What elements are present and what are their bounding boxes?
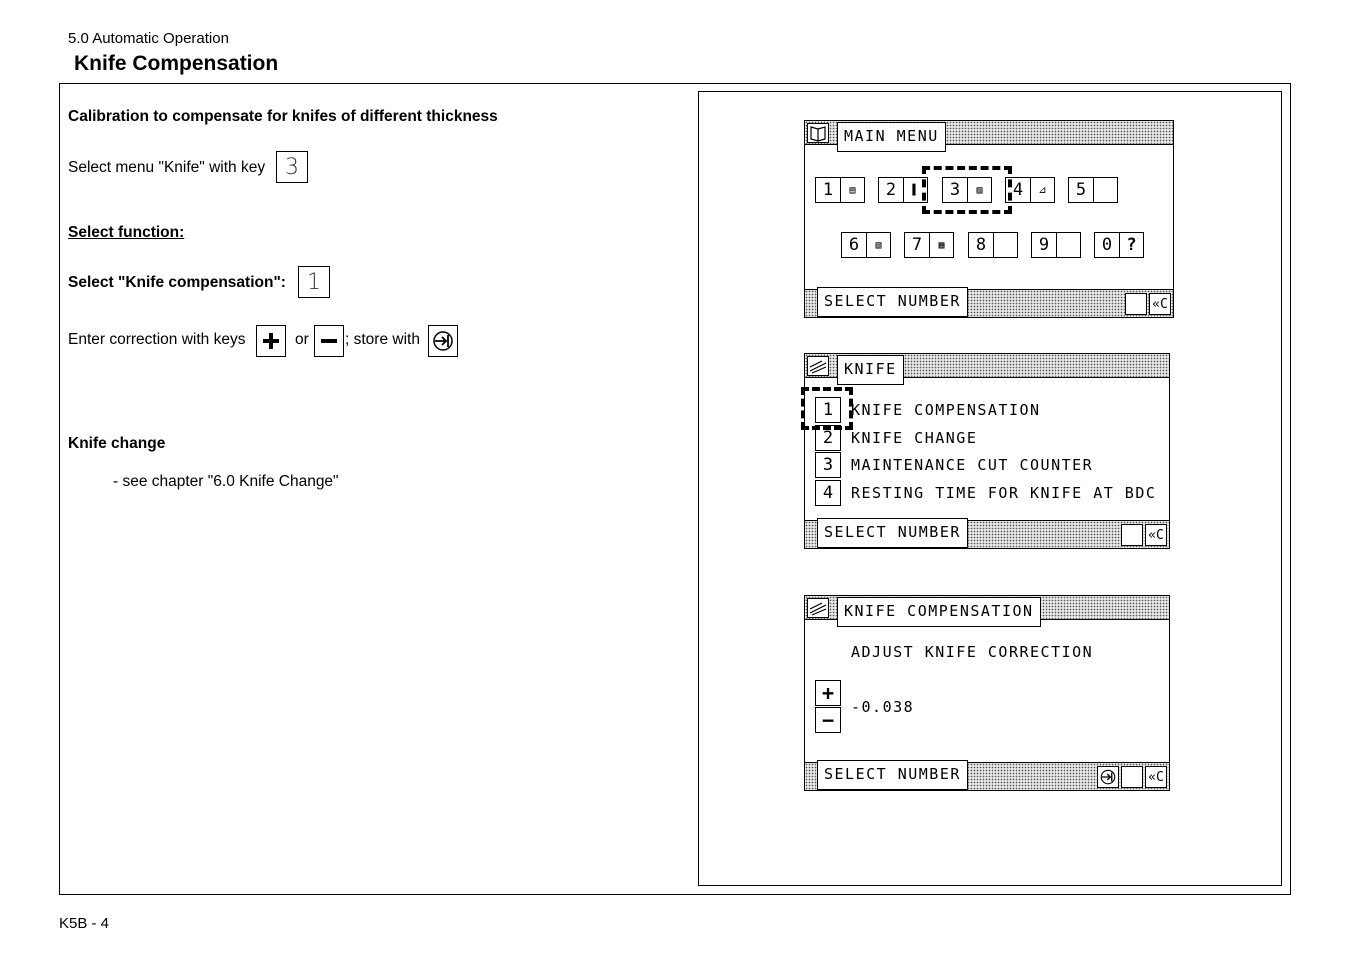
keypad-icon[interactable] <box>1121 766 1143 788</box>
main-menu-title: MAIN MENU <box>837 122 946 152</box>
tool-icon: ⊿ <box>1031 177 1055 203</box>
knife-title: KNIFE <box>837 355 904 385</box>
blank-icon <box>1057 232 1081 258</box>
clear-key[interactable]: «C <box>1145 524 1167 546</box>
main-menu-footer: SELECT NUMBER <box>817 287 968 317</box>
knife-key-1[interactable]: 1 <box>815 397 841 423</box>
clear-key[interactable]: «C <box>1145 766 1167 788</box>
paper-stack-icon: ▧ <box>867 232 891 258</box>
main-key-1[interactable]: 1 <box>815 177 841 203</box>
main-key-7[interactable]: 7 <box>904 232 930 258</box>
knife-change-note: - see chapter "6.0 Knife Change" <box>113 473 339 490</box>
sort-icon: ▤ <box>841 177 865 203</box>
knife-icon: ▨ <box>968 177 992 203</box>
main-key-0[interactable]: 0 <box>1094 232 1120 258</box>
keypad-icon[interactable] <box>1121 524 1143 546</box>
knife-change-heading: Knife change <box>68 435 166 452</box>
enter-icon[interactable] <box>1097 766 1119 788</box>
knife-bar-icon: ▌ <box>904 177 928 203</box>
menu-item-knife-change[interactable]: KNIFE CHANGE <box>851 429 978 447</box>
blank-icon <box>1094 177 1118 203</box>
menu-item-resting-time[interactable]: RESTING TIME FOR KNIFE AT BDC <box>851 484 1157 502</box>
highlight-key-3 <box>922 166 1012 214</box>
select-knife-comp-text: Select "Knife compensation": <box>68 274 286 291</box>
knife-key-4[interactable]: 4 <box>815 480 841 506</box>
knife-comp-footer: SELECT NUMBER <box>817 760 968 790</box>
or-text: or <box>295 331 309 348</box>
plus-button[interactable]: + <box>815 680 841 706</box>
book-icon <box>807 123 829 143</box>
page-number: K5B - 4 <box>59 915 110 932</box>
key-3: 3 <box>276 151 308 183</box>
knife-key-2[interactable]: 2 <box>815 425 841 451</box>
knife-key-3[interactable]: 3 <box>815 452 841 478</box>
main-menu-screen <box>804 120 1174 318</box>
main-key-6[interactable]: 6 <box>841 232 867 258</box>
help-icon: ? <box>1120 232 1144 258</box>
knife-icon <box>807 598 829 618</box>
highlight-key-1 <box>801 387 853 430</box>
transfer-icon: ▦ <box>930 232 954 258</box>
knife-icon <box>807 356 829 376</box>
menu-item-knife-compensation[interactable]: KNIFE COMPENSATION <box>851 401 1041 419</box>
knife-compensation-screen <box>804 595 1170 791</box>
key-1: 1 <box>298 266 330 298</box>
menu-item-maintenance-cut-counter[interactable]: MAINTENANCE CUT COUNTER <box>851 456 1094 474</box>
main-key-2[interactable]: 2 <box>878 177 904 203</box>
enter-correction-text: Enter correction with keys <box>68 331 246 348</box>
knife-comp-title: KNIFE COMPENSATION <box>837 597 1041 627</box>
main-key-5[interactable]: 5 <box>1068 177 1094 203</box>
store-with-text: ; store with <box>345 331 420 348</box>
blank-icon <box>994 232 1018 258</box>
calibration-heading: Calibration to compensate for knifes of different thickness <box>68 108 498 125</box>
main-key-8[interactable]: 8 <box>968 232 994 258</box>
plus-key-icon <box>256 325 286 357</box>
main-key-9[interactable]: 9 <box>1031 232 1057 258</box>
clear-key[interactable]: «C <box>1149 293 1171 315</box>
knife-footer: SELECT NUMBER <box>817 518 968 548</box>
select-menu-text: Select menu "Knife" with key <box>68 159 266 176</box>
adjust-correction-label: ADJUST KNIFE CORRECTION <box>851 643 1094 661</box>
minus-button[interactable]: − <box>815 707 841 733</box>
keypad-icon[interactable] <box>1125 293 1147 315</box>
main-key-3[interactable]: 3 <box>942 177 968 203</box>
correction-value: -0.038 <box>851 698 915 716</box>
section-label: 5.0 Automatic Operation <box>68 30 229 47</box>
knife-screen <box>804 353 1170 549</box>
select-function-heading: Select function: <box>68 224 185 241</box>
minus-key-icon <box>314 325 344 357</box>
enter-key-icon <box>428 325 458 357</box>
page-title: Knife Compensation <box>74 52 279 75</box>
main-key-4[interactable]: 4 <box>1005 177 1031 203</box>
